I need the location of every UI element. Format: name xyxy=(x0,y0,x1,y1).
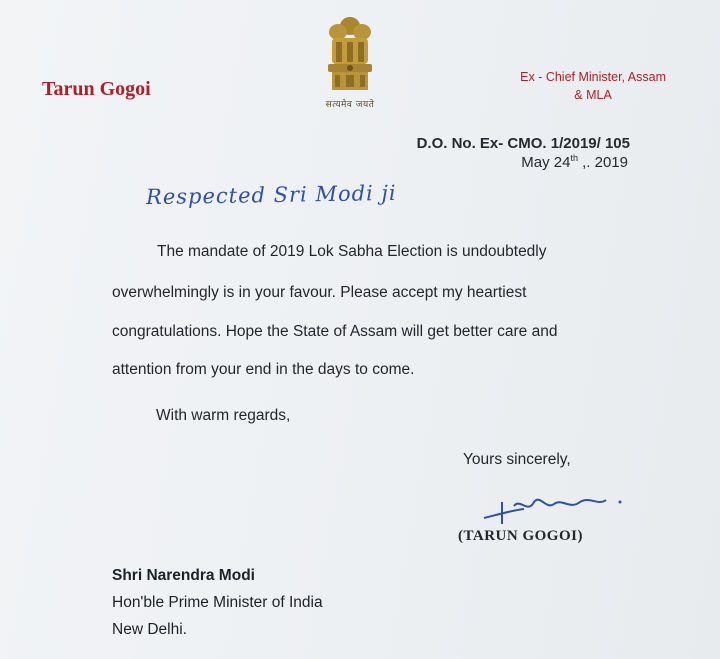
date-day: May 24 xyxy=(521,154,571,171)
body-line-4: attention from your end in the days to come. xyxy=(112,361,415,378)
handwritten-signature xyxy=(480,488,630,528)
body-line-3: congratulations. Hope the State of Assam will get better care and xyxy=(112,323,558,340)
addressee-city: New Delhi. xyxy=(112,621,187,638)
handwritten-salutation: Respected Sri Modi ji xyxy=(145,180,397,210)
sender-name: Tarun Gogoi xyxy=(42,78,151,100)
signer-printed-name: (TARUN GOGOI) xyxy=(458,528,583,544)
emblem-motto: सत्यमेव जयते xyxy=(325,100,375,110)
body-line-2: overwhelmingly is in your favour. Please accept my heartiest xyxy=(112,284,527,301)
designation-line-1: Ex - Chief Minister, Assam xyxy=(520,70,666,84)
addressee-title: Hon'ble Prime Minister of India xyxy=(112,594,323,611)
body-line-1: The mandate of 2019 Lok Sabha Election is undoubtedly xyxy=(157,243,547,260)
sender-designation xyxy=(520,68,666,104)
addressee-name: Shri Narendra Modi xyxy=(112,567,255,584)
designation-line-2: & MLA xyxy=(574,88,612,102)
date-suffix: th xyxy=(570,153,578,163)
reference-number: D.O. No. Ex- CMO. 1/2019/ 105 xyxy=(416,135,630,152)
addressee-block xyxy=(112,562,323,643)
yours-sincerely: Yours sincerely, xyxy=(463,451,571,468)
letter-date xyxy=(521,153,628,171)
warm-regards: With warm regards, xyxy=(156,407,291,424)
date-year: ,. 2019 xyxy=(577,154,628,171)
